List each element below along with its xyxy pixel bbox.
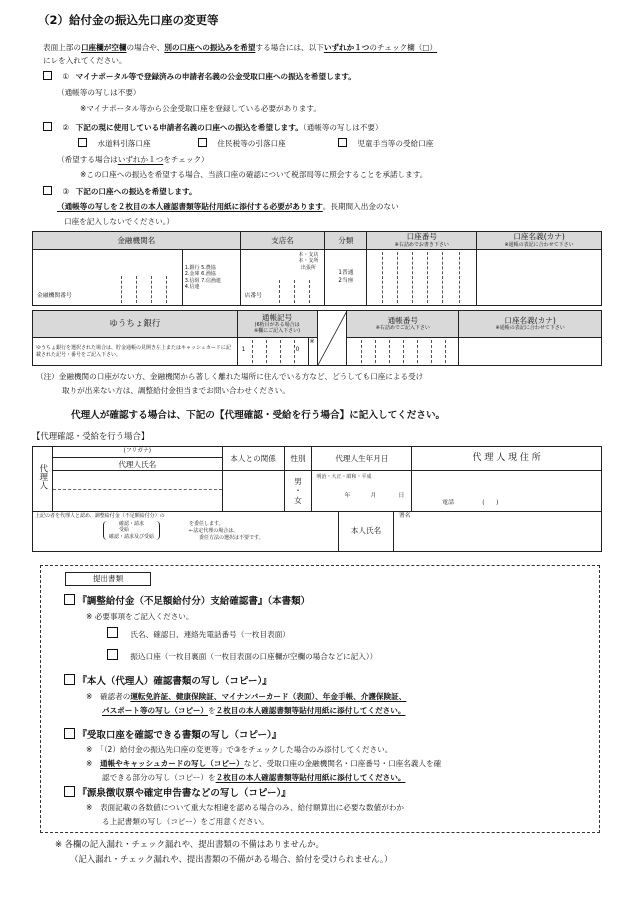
option-2-sub-2 [198,138,286,149]
bank-name-cell[interactable] [33,250,183,306]
option-2-text: 下記の現に使用している申請者名義の口座への振込を希望します。 [75,123,303,132]
intro-text: する場合には、以下 [255,43,324,52]
proxy-table [32,446,602,512]
intro-emph: いずれか１つ [323,43,370,52]
doc-2-checkbox[interactable] [64,674,75,685]
principal-name-label: 本人氏名 [338,511,394,551]
doc-3-note-1: ※ 「（2）給付金の振込先口座の変更等」で③をチェックした場合のみ添付してください。 [86,745,393,754]
proxy-name-cell[interactable] [52,471,222,512]
account-number-cell[interactable] [367,250,477,306]
delegation-options[interactable]: 確認・請求 受給 確認・請求及び受給 [103,521,160,540]
option-3-note-tail: 。長期間入出金のない [322,202,399,211]
birth-header: 代理人生年月日 [312,447,412,471]
intro-text: 表面上部の [43,43,81,52]
bank-table [32,231,602,306]
yucho-note: ゆうちょ銀行を選択された場合は、貯金通帳の見開き左上またはキャッシュカードに記載された記号・番号をご記入下さい。 [33,338,238,366]
yucho-number-header: 通帳番号 ※右詰めでご記入下さい [347,311,459,338]
intro-emph: 別の口座への振込みを希望 [164,43,256,52]
doc-4-note-2: る上記書類の写し（コピー）をご用意ください。 [102,817,269,826]
doc-2-note-2: パスポート等の写し（コピー）を２枚目の本人確認書類等貼付用紙に添付してください。 [102,706,406,715]
option-2-sub-1 [78,138,151,149]
sub-3-checkbox[interactable] [338,138,347,147]
doc-1-sub-2 [107,649,377,662]
intro-text: の場合や、 [126,43,165,52]
option-2-note-1 [57,154,209,165]
gender-cell[interactable]: 男 ・ 女 [284,471,312,512]
option-1-text: マイナポータル等で登録済みの申請者名義の公金受取口座への振込を希望します。 [75,72,356,81]
doc-3-checkbox[interactable] [64,728,75,739]
intro-emph: 口座欄が空欄 [80,43,127,52]
doc-2-title: 『本人（代理人）確認書類の写し（コピー）』 [77,676,272,687]
doc-1-sub-1-checkbox[interactable] [107,627,118,638]
doc-3 [64,728,281,743]
sub-3-label: 児童手当等の受給口座 [357,139,434,148]
doc-3-note-3: 認できる部分の写し（コピー）を２枚目の本人確認書類等貼付用紙に添付してください。 [102,773,406,782]
option-2 [43,122,383,133]
account-holder-cell[interactable] [477,250,602,306]
digit-zero: 0 [295,347,300,353]
option-1-note-2: ※マイナポータル等から公金受取口座を登録している必要があります。 [80,104,322,113]
asterisk-mark: ※ [309,339,315,345]
bank-note-2: 取りが出来ない方は、調整給付金担当までお問い合わせください。 [62,386,290,395]
address-header: 代 理 人 現 住 所 [412,447,602,471]
yucho-slash-cell [317,311,347,366]
delegation-text-2: を委任します。 [189,521,224,527]
option-3-note-emph: （通帳等の写しを２枚目の本人確認書類等貼付用紙に添付する必要があります [57,202,323,211]
yucho-name-header: ゆうちょ銀行 [33,311,238,338]
section-intro [43,42,603,53]
yucho-holder-cell[interactable] [459,338,602,366]
section-title: （2）給付金の振込先口座の変更等 [38,13,219,27]
option-1-note-1: （通帳等の写しは不要） [57,88,141,97]
final-note-2: （記入漏れ・チェック漏れや、提出書類の不備がある場合、給付を受けられません。） [70,854,393,864]
option-3-note-1 [57,201,399,212]
delegation-text-3: ←法定代理の場合は、 [189,528,239,534]
address-cell[interactable]: 電話 ( ) [412,471,602,512]
option-3-text: 下記の口座への振込を希望します。 [75,187,197,196]
gender-header: 性別 [284,447,312,471]
doc-4 [64,786,291,801]
sub-1-checkbox[interactable] [78,138,87,147]
signature-label: 署名 [399,513,411,519]
sub-2-label: 住民税等の引落口座 [217,139,286,148]
note-emph: いずれか１つ [117,155,164,164]
doc-1-checkbox[interactable] [64,594,75,605]
doc-1 [64,594,310,609]
delegation-row [32,511,602,552]
option-2-tail: （通帳等の写しは不要） [302,123,383,132]
option-3-number: ③ [62,187,70,196]
branch-code-label: 店番号 [244,293,262,300]
yucho-table [32,310,602,366]
doc-1-sub-1 [107,627,290,640]
doc-2 [64,674,272,689]
slash-icon [318,311,347,365]
branch-cell[interactable] [240,250,325,306]
doc-3-note-2: ※ 通帳やキャッシュカードの写し（コピー）など、受取口座の金融機関名・口座番号・口座名義人を確 [86,759,442,768]
account-holder-header: 口座名義(カナ) ※通帳の表記に合わせて下さい [477,232,602,250]
yucho-holder-header: 口座名義(カナ) ※通帳の表記に合わせて下さい [459,311,602,338]
doc-1-sub-2-checkbox[interactable] [107,649,118,660]
bank-type-list: 1.銀行 5.農協 2.金庫 6.漁協 3.信組 7.信漁連 4.信連 [182,250,240,306]
proxy-section-label: 【代理確認・受給を行う場合】 [32,431,150,441]
furigana-header: (フリガナ) [52,447,222,458]
sub-1-label: 水道料引落口座 [97,139,151,148]
note-text: をチェック） [163,155,209,164]
doc-4-title: 『源泉徴収票や確定申告書などの写し（コピー）』 [77,788,291,799]
bank-code-label: 金融機関番号 [37,293,72,300]
section-intro-2: にレを入れてください。 [43,56,127,65]
yucho-code-header: 通帳記号 (6桁目がある場合は ※欄にご記入下さい) [237,311,317,338]
doc-1-note: ※ 必要事項をご記入ください。 [86,612,194,621]
option-1-number: ① [62,72,70,81]
note-text: （希望する場合は [57,155,118,164]
option-3 [43,186,197,197]
birth-cell[interactable]: 明治・大正・昭和・平成 年 月 日 [312,471,412,512]
doc-1-sub-2-label: 振込口座（一枚目裏面（一枚目表面の口座欄が空欄の場合などに記入）） [130,652,378,661]
option-1 [43,71,356,82]
option-2-checkbox[interactable] [43,122,52,131]
digit-first: 1 [241,347,246,353]
option-2-number: ② [62,123,70,132]
type-header: 分類 [325,232,367,250]
documents-tag: 提出書類 [65,572,151,586]
option-1-checkbox[interactable] [43,71,52,80]
yucho-number-cell[interactable] [347,338,459,366]
account-number-header: 口座番号 ※右詰めでお書き下さい [367,232,477,250]
doc-3-title: 『受取口座を確認できる書類の写し（コピー）』 [77,730,282,741]
type-cell[interactable]: 1普通 2当座 [325,250,367,306]
doc-1-sub-1-label: 氏名、確認日、連絡先電話番号（一枚目表面） [130,630,290,639]
relation-cell[interactable] [222,471,284,512]
option-2-note-2: ※この口座への振込を希望する場合、当該口座の確認について税部局等に照会することを承諾します。 [80,170,428,179]
bank-note-1: （注）金融機関の口座がない方、金融機関から著しく離れた場所に住んでいる方など、どうしても口座による受け [36,372,424,381]
option-3-note-2: 口座を記入しないでください。） [64,217,175,226]
relation-header: 本人との関係 [222,447,284,471]
doc-2-note-1: ※ 確認者の運転免許証、健康保険証、マイナンバーカード（表面）、年金手帳、介護保険証、 [86,692,407,701]
final-note-1: ※ 各欄の記入漏れ・チェック漏れや、提出書類の不備はありませんか。 [55,839,324,849]
branch-header: 支店名 [240,232,325,250]
delegation-text-4: 委任方法の選択は不要です。 [199,535,264,541]
doc-1-title: 『調整給付金（不足額給付分）支給確認書』（本書類） [77,596,311,607]
doc-4-note-1: ※ 表面記載の各数値について重大な相違を認める場合のみ、給付額算出に必要な数値がわか [86,803,405,812]
delegation-text: 上記の者を代理人と認め、調整給付金（不足額給付分）の [35,513,165,519]
doc-4-checkbox[interactable] [64,786,75,797]
branch-type-list: 本・支店 本・支所 出張所 [298,252,319,271]
proxy-name-header: 代理人氏名 [52,458,222,471]
option-3-checkbox[interactable] [43,186,52,195]
proxy-heading: 代理人が確認する場合は、下記の【代理確認・受給を行う場合】に記入してください。 [71,410,446,421]
proxy-side-label: 代理人 [33,447,53,512]
intro-text: のチェック欄（□） [369,43,438,52]
bank-name-header: 金融機関名 [33,232,241,250]
option-2-sub-3 [338,138,433,149]
yucho-code-cell[interactable] [237,338,317,366]
sub-2-checkbox[interactable] [198,138,207,147]
